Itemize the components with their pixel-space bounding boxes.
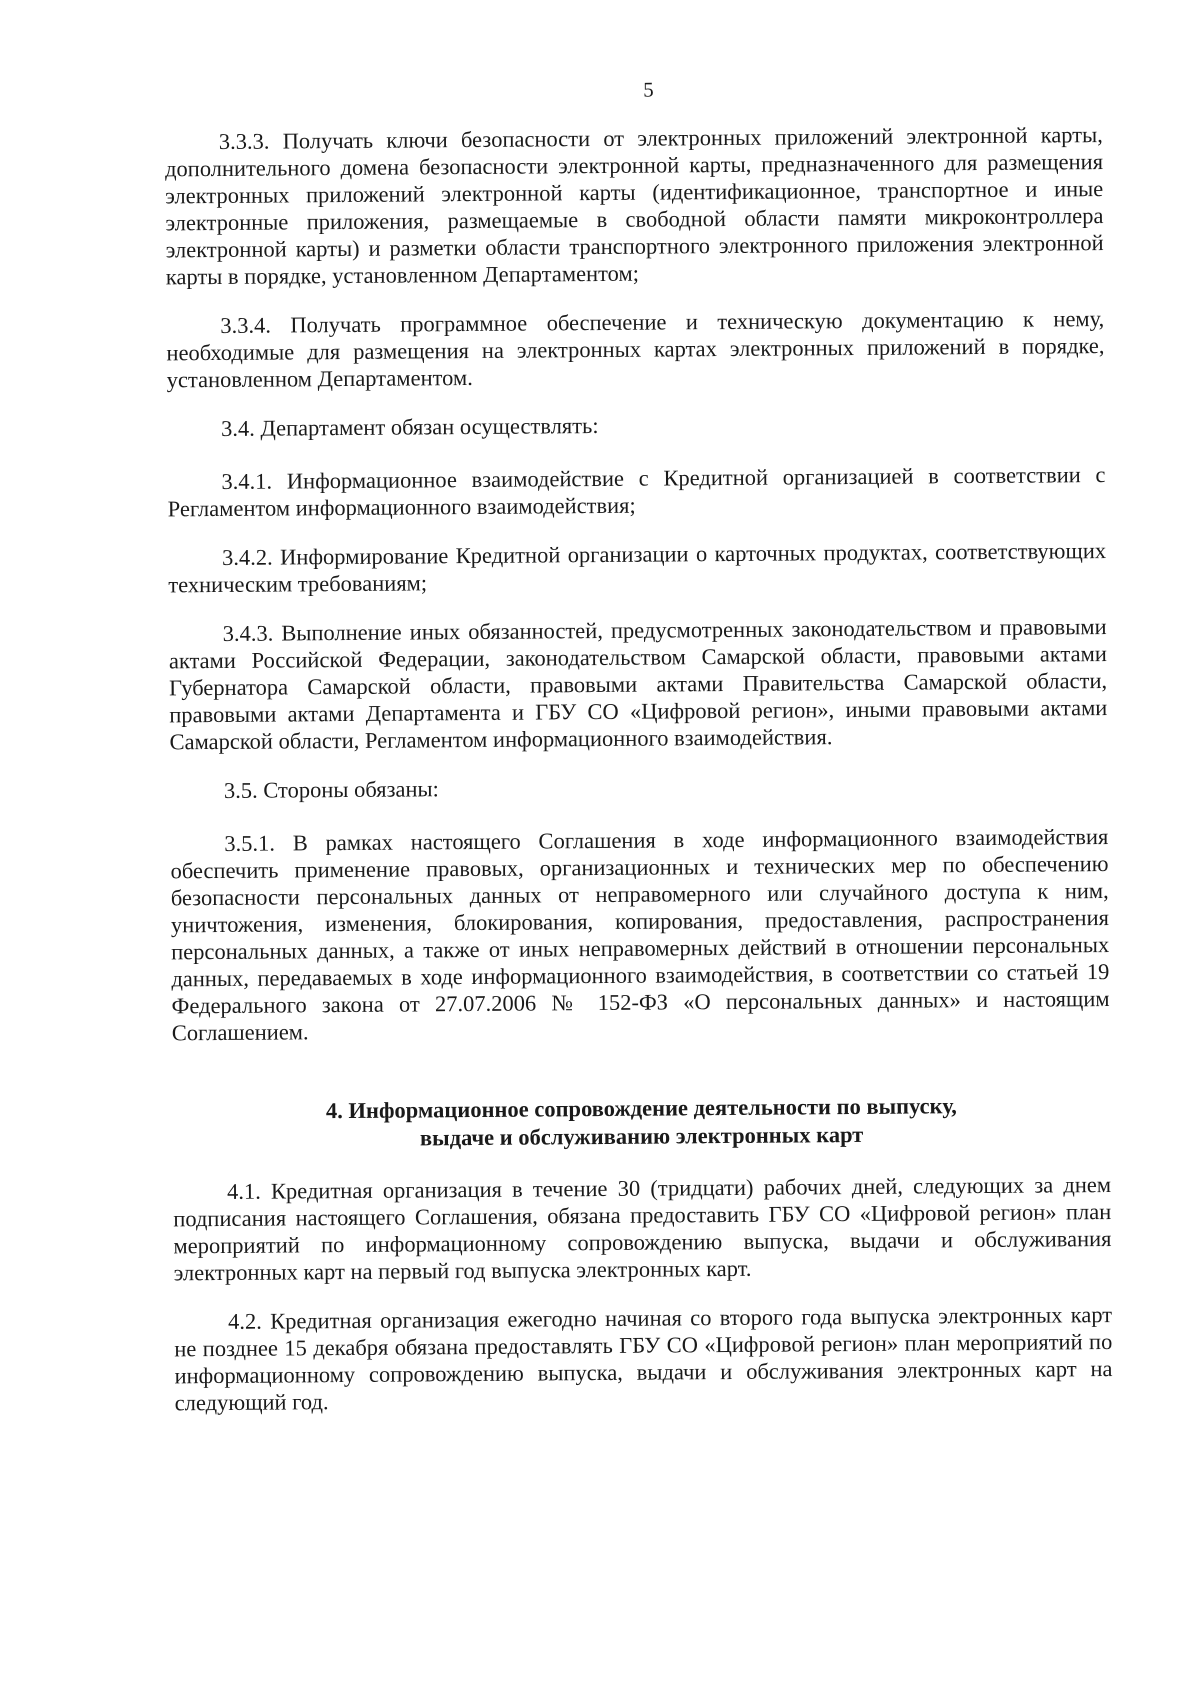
- paragraph-3-4-3: 3.4.3. Выполнение иных обязанностей, предусмотренных законодательством и правовыми актами Российской Федерации, законодательством Самарской области, правовыми актами Губернатора Самарской области, правовыми актами Правительства Самарской области, правовыми актами Департамента и ГБУ СО «Цифровой регион», иными правовыми актами Самарской области, Регламентом информационного взаимодействия.: [168, 614, 1108, 755]
- paragraph-3-5-1: 3.5.1. В рамках настоящего Соглашения в ходе информационного взаимодействия обеспечить применение правовых, организационных и технических мер по обеспечению безопасности персональных данных от неправомерного или случайного доступа к ним, уничтожения, изменения, блокирования, копирования, предоставления, распространения персональных данных, а также от иных неправомерных действий в отношении персональных данных, передаваемых в ходе информационного взаимодействия, в соответствии со статьей 19 Федерального закона от 27.07.2006 № 152-ФЗ «О персональных данных» и настоящим Соглашением.: [170, 824, 1110, 1046]
- paragraph-3-4: 3.4. Департамент обязан осуществлять:: [220, 413, 599, 441]
- paragraph-3-4-1: 3.4.1. Информационное взаимодействие с Кредитной организацией в соответствии с Регламентом информационного взаимодействия;: [167, 462, 1106, 522]
- section-4-heading: [172, 1091, 1110, 1154]
- section-4-heading-line-1: 4. Информационное сопровождение деятельности по выпуску,: [325, 1093, 957, 1124]
- paragraph-4-2: 4.2. Кредитная организация ежегодно начиная со второго года выпуска электронных карт не позднее 15 декабря обязана предоставлять ГБУ СО «Цифровой регион» план мероприятий по информационному сопровождению выпуска, выдачи и обслуживания электронных карт на следующий год.: [174, 1301, 1113, 1416]
- page-number: 5: [643, 77, 654, 102]
- paragraph-3-4-2: 3.4.2. Информирование Кредитной организации о карточных продуктах, соответствующих техническим требованиям;: [168, 538, 1107, 598]
- paragraph-3-3-3: 3.3.3. Получать ключи безопасности от электронных приложений электронной карты, дополнительного домена безопасности электронной карты, предназначенного для размещения электронных приложений электронной карты (идентификационное, транспортное и иные электронные приложения, размещаемые в свободной области памяти микроконтроллера электронной карты) и разметки области транспортного электронного приложения электронной карты в порядке, установленном Департаментом;: [164, 122, 1104, 290]
- section-4-heading-line-2: выдаче и обслуживанию электронных карт: [419, 1121, 864, 1151]
- paragraph-3-5: 3.5. Стороны обязаны:: [223, 776, 439, 803]
- paragraph-4-1: 4.1. Кредитная организация в течение 30 (тридцати) рабочих дней, следующих за днем подписания настоящего Соглашения, обязана предоставить ГБУ СО «Цифровой регион» план мероприятий по информационному сопровождению выпуска, выдачи и обслуживания электронных карт на первый год выпуска электронных карт.: [173, 1171, 1112, 1286]
- paragraph-3-3-4: 3.3.4. Получать программное обеспечение и техническую документацию к нему, необходимые для размещения на электронных картах электронных приложений в порядке, установленном Департаментом.: [166, 306, 1105, 393]
